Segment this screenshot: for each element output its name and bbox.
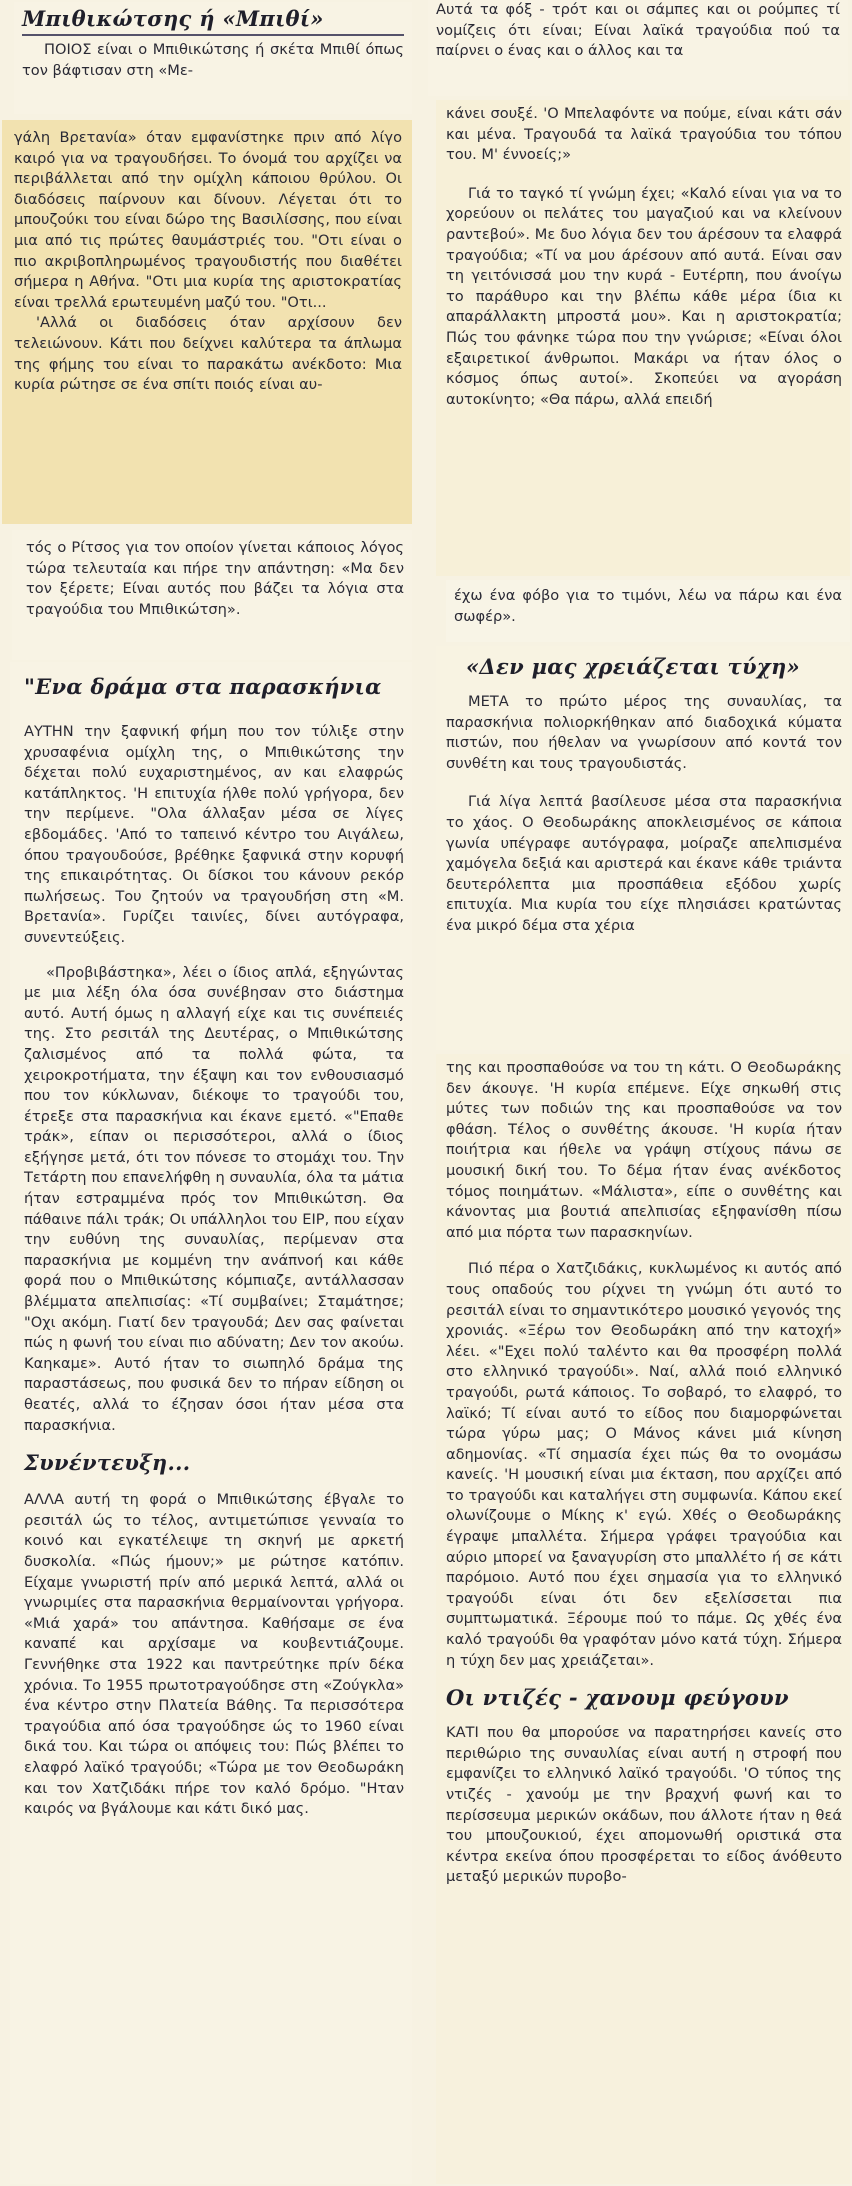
section-title-drama: "Ενα δράμα στα παρασκήνια bbox=[24, 674, 382, 699]
rumors-paragraph: γάλη Βρετανία» όταν εμφανίστηκε πριν από λίγο καιρό για να τραγουδήσει. Το όνομά του αρχίζει να περιβάλλεται από την ομίχλη κάποιου θρύλου. Οι διαδόσεις παίρνουν και δίνουν. Λέγεται ότι το μπουζούκι του είναι δώρο της Βασιλίσσης, που είναι μια από τις πρώτες θαυμάστριές του. "Οτι είναι ο πιο ακριβοπληρωμένος τραγουδιστής που διαθέτει σήμερα η Αθήνα. "Οτι μια κυρία της αριστοκρατίας είναι τρελλά ερωτευμένη μαζύ του. "Οτι... bbox=[14, 129, 402, 311]
clipping-right-2 bbox=[436, 100, 850, 576]
backstage-paragraph-2: Γιά λίγα λεπτά βασίλευσε μέσα στα παρασκήνια το χάος. Ο Θεοδωράκης αποκλεισμένος σε κάποια γωνία υπέγραφε αυτόγραφα, μοίραζε απελπισμένα χαμόγελα δεξιά και αριστερά και έκανε κάθε τριάντα δευτερόλεπτα μια προσπάθεια εξόδου χωρίς επιτυχία. Μια κυρία του είχε πλησιάσει κρατώντας ένα μικρό δέμα στα χέρια bbox=[446, 793, 842, 934]
belafonte-paragraph: κάνει σουξέ. 'Ο Μπελαφόντε να πούμε, είναι κάτι σάν και μένα. Τραγουδά τα λαϊκά τραγούδια του τόπου του. Μ' έννοείς;» bbox=[446, 105, 842, 164]
rumors-paragraph-2: 'Αλλά οι διαδόσεις όταν αρχίσουν δεν τελειώνουν. Κάτι που δείχνει καλύτερα τα άπλωμα της φήμης του είναι το παρακάτω ανέκδοτο: Μια κυρία ρώτησε σε ένα σπίτι ποιός είναι αυ- bbox=[14, 314, 402, 394]
clipping-left-1 bbox=[14, 2, 412, 114]
clipping-left-3 bbox=[12, 530, 412, 660]
chauffeur-paragraph: έχω ένα φόβο για το τιμόνι, λέω να πάρω και ένα σωφέρ». bbox=[454, 587, 842, 625]
backstage-paragraph-1: ΜΕΤΑ το πρώτο μέρος της συναυλίας, τα παρασκήνια πολιορκήθηκαν από διαδοχικά κύματα πιστών, που ήθελαν να γνωρίσουν από κοντά τον συνθέτη και τους τραγουδιστάς. bbox=[446, 693, 842, 772]
poet-paragraph: της και προσπαθούσε να του τη κάτι. Ο Θεοδωράκης δεν άκουγε. 'Η κυρία επέμενε. Είχε σηκωθή στις μύτες των ποδιών της και προσπαθούσε να τον φθάση. Τέλος ο συνθέτης άκουσε. 'Η κυρία ήταν ποιήτρια και ήθελε να γράψη στίχους πάνω σε μουσική δική του. Το δέμα ήταν ένας ανέκδοτος τόμος ποιημάτων. «Μάλιστα», είπε ο συνθέτης και κάνοντας μια βουτιά απελπισίας εξηφανίσθη πίσω από μια πόρτα των παρασκηνίων. bbox=[446, 1059, 842, 1241]
section-title-luck: «Δεν μας χρειάζεται τύχη» bbox=[466, 654, 800, 679]
clipping-right-5 bbox=[436, 1054, 850, 2184]
clipping-left-4 bbox=[10, 662, 412, 2184]
clipping-right-1 bbox=[428, 0, 848, 96]
tango-paragraph: Γιά το ταγκό τί γνώμη έχει; «Καλό είναι για να το χορεύουν οι πελάτες του μαγαζιού και να κλείνουν ραντεβού». Με δυο λόγια δεν του άρέσουν τα ελαφρά τραγούδια; «Τί να μου άρέσουν από αυτά. Είναι σαν τη γειτόνισσά μου την κυρά - Ευτέρπη, που άνοίγω το παράθυρο και την βλέπω κάθε μέρα ίδια κι απαράλλακτη μπροστά μου». Και η αριστοκρατία; Πώς του φάνηκε τώρα που την γνώρισε; «Είναι όλοι εξαιρετικοί άνθρωποι. Μακάρι να ήταν όλος ο κόσμος όπως αυτοί». Σκοπεύει να αγοράση αυτοκίνητο; «Θα πάρω, αλλά επειδή bbox=[446, 184, 842, 408]
hanum-paragraph: ΚΑΤΙ που θα μπορούσε να παρατηρήσει κανείς στο περιθώριο της συναυλίας είναι αυτή η στροφή που εμφανίζει το ελληνικό λαϊκό τραγούδι. 'Ο τύπος της ντιζές - χανούμ με την βραχνή φωνή και το περίσσευμα μερικών οκάδων, που άλλοτε ήταν η θεά του μπουζουκιού, έχει απομονωθή οριστικά στα κέντρα εκείνα όπου προσφέρεται το είδος άνόθευτο μεταξύ μερικών πυροβο- bbox=[446, 1724, 842, 1886]
ritsos-anecdote: τός ο Ρίτσος για τον οποίον γίνεται κάποιος λόγος τώρα τελευταία και πήρε την απάντηση: «Μα δεν τον ξέρετε; Είναι αυτός που βάζει τα λόγια στα τραγούδια του Μπιθικώτση». bbox=[26, 539, 404, 618]
section-title-hanum: Οι ντιζές - χανουμ φεύγουν bbox=[446, 1685, 789, 1711]
clipping-right-4 bbox=[436, 646, 850, 1050]
title-underline bbox=[22, 34, 404, 36]
interview-paragraph: ΑΛΛΑ αυτή τη φορά ο Μπιθικώτσης έβγαλε το ρεσιτάλ ώς το τέλος, αντιμετώπισε γενναία το κοινό και εγκατέλειψε τη σκηνή με αρκετή δυσκολία. «Πώς ήμουν;» με ρώτησε κατόπιν. Είχαμε γνωριστή πρίν από μερικά λεπτά, αλλά οι γνωριμίες στα παρασκήνια θερμαίνονται γρήγορα. «Μιά χαρά» του απάντησα. Καθήσαμε σε ένα καναπέ και αρχίσαμε να κουβεντιάζουμε. Γεννήθηκε στα 1922 και παντρεύτηκε πρίν δέκα χρόνια. Το 1955 πρωτοτραγούδησε στη «Ζούγκλα» ένα κέντρο στην Πλατεία Βάθης. Τα περισσότερα τραγούδια από όσα τραγούδησε ώς το 1960 είναι δικά του. Και τώρα οι απόψεις του: Πώς βλέπει το ελαφρό λαϊκό τραγούδι; «Τώρα με τον Θεοδωράκη και τον Χατζιδάκι πήρε τον καλό δρόμο. "Ηταν καιρός να βγάλουμε και κάτι δικό μας. bbox=[24, 1491, 404, 1818]
drama-paragraph-2: «Προβιβάστηκα», λέει ο ίδιος απλά, εξηγώντας με μια λέξη όλα όσα συνέβησαν στο διάστημα αυτό. Αυτή όμως η αλλαγή είχε και τις συνέπειές της. Στο ρεσιτάλ της Δευτέρας, ο Μπιθικώτσης ζαλισμένος από τα πολλά φώτα, τα χειροκροτήματα, την έξαψη και τον ενθουσιασμό που τον κύκλωναν, διέκοψε το τραγούδι του, έτρεξε στα παρασκήνια και έκανε εμετό. «"Επαθε τράκ», είπαν οι περισσότεροι, αλλά ο ίδιος εξήγησε μετά, ότι τον πόνεσε το στομάχι του. Την Τετάρτη που επανελήφθη η συναυλία, όλα τα μάτια ήταν εστραμμένα πρός τον Μπιθικώτση. Θα πάθαινε πάλι τράκ; Οι υπάλληλοι του ΕΙΡ, που είχαν την ευθύνη της συναυλίας, περίμεναν στα παρασκήνια με κομμένη την ανάπνοή και κάθε φορά που ο Μπιθικώτσης κόμπιαζε, αντάλλασσαν βλέμματα απελπισίας: «Τί συμβαίνει; Σταμάτησε; "Οχι ακόμη. Γιατί δεν τραγουδά; Δεν σας φαίνεται πώς η φωνή του είναι πιο αδύνατη; Δεν τον ακούω. Καηκαμε». Αυτό ήταν το σιωπηλό δράμα της παραστάσεως, που φυσικά δεν το πήραν είδηση οι θεατές, αλλά το έζησαν όσοι ήταν μέσα στα παρασκήνια. bbox=[24, 963, 404, 1434]
hatzidakis-paragraph: Πιό πέρα ο Χατζιδάκις, κυκλωμένος κι αυτός από τους οπαδούς του ρίχνει τη γνώμη ότι αυτό το ρεσιτάλ είναι το σημαντικότερο μουσικό γεγονός της χρονιάς. «Ξέρω τον Θεοδωράκη από την κατοχή» λέει. «"Εχει πολύ ταλέντο και θα προσφέρη πολλά στο ελληνικό τραγούδι». Ναί, αλλά ποιό ελληνικό τραγούδι, ρωτά κάποιος. Το σοβαρό, το ελαφρό, το λαϊκό; Τί είναι αυτό το είδος που διαμορφώνεται τώρα γύρω μας; Ο Μάνος κάνει μιά κίνηση αδημονίας. «Τί σημασία έχει πώς θα το ονομάσω κανείς. 'Η μουσική είναι μια έκταση, που αρχίζει από το τραγούδι και καταλήγει στη συμφωνία. Κάπου εκεί ολωνίζουμε ο Μίκης κ' εγώ. Χθές ο Θεοδωράκης έγραψε μπαλλέτα. Σήμερα γράφει τραγούδια και αύριο μπορεί να ξαναγυρίση στο μπαλλέτο ή σε κάτι παρόμοιο. Αυτό που έχει σημασία για το ελληνικό τραγούδι είναι ότι δεν εξελίσσεται πια συμπτωματικά. Ξέρουμε πού το πάμε. Ως χθές ένα καλό τραγούδι θα γραφόταν μόνο κατά τύχη. Σήμερα η τύχη δεν μας χρειάζεται». bbox=[446, 1260, 842, 1669]
article-title: Μπιθικώτσης ή «Μπιθί» bbox=[22, 6, 324, 31]
section-title-interview: Συνέντευξη... bbox=[24, 1450, 191, 1476]
foxtrot-paragraph: Αυτά τα φόξ - τρότ και οι σάμπες και οι ρούμπες τί νομίζεις ότι είναι; Είναι λαϊκά τραγούδια πού τα παίρνει ο ένας και ο άλλος και τα bbox=[436, 1, 840, 60]
drama-paragraph-1: ΑΥΤΗΝ την ξαφνική φήμη που τον τύλιξε στην χρυσαφένια ομίχλη της, ο Μπιθικώτσης την δέχεται πολύ ευχαριστημένος, αν και ελαφρώς κατάπληκτος. 'Η επιτυχία ήλθε πολύ γρήγορα, δεν την περίμενε. "Ολα άλλαξαν μέσα σε λίγες εβδομάδες. 'Από το ταπεινό κέντρο του Αιγάλεω, όπου τραγουδούσε, βρέθηκε ξαφνικά στην κορυφή της επικαιρότητας. Οι δίσκοι του κάνουν ρεκόρ πωλήσεως. Του ζητούν να τραγουδήση στη «Μ. Βρετανία». Γυρίζει ταινίες, δίνει αυτόγραφα, συνεντεύξεις. bbox=[24, 723, 404, 946]
intro-paragraph: ΠΟΙΟΣ είναι ο Μπιθικώτσης ή σκέτα Μπιθί όπως τον βάφτισαν στη «Με- bbox=[22, 41, 404, 79]
clipping-left-2 bbox=[2, 120, 412, 524]
clipping-right-3 bbox=[446, 580, 850, 642]
